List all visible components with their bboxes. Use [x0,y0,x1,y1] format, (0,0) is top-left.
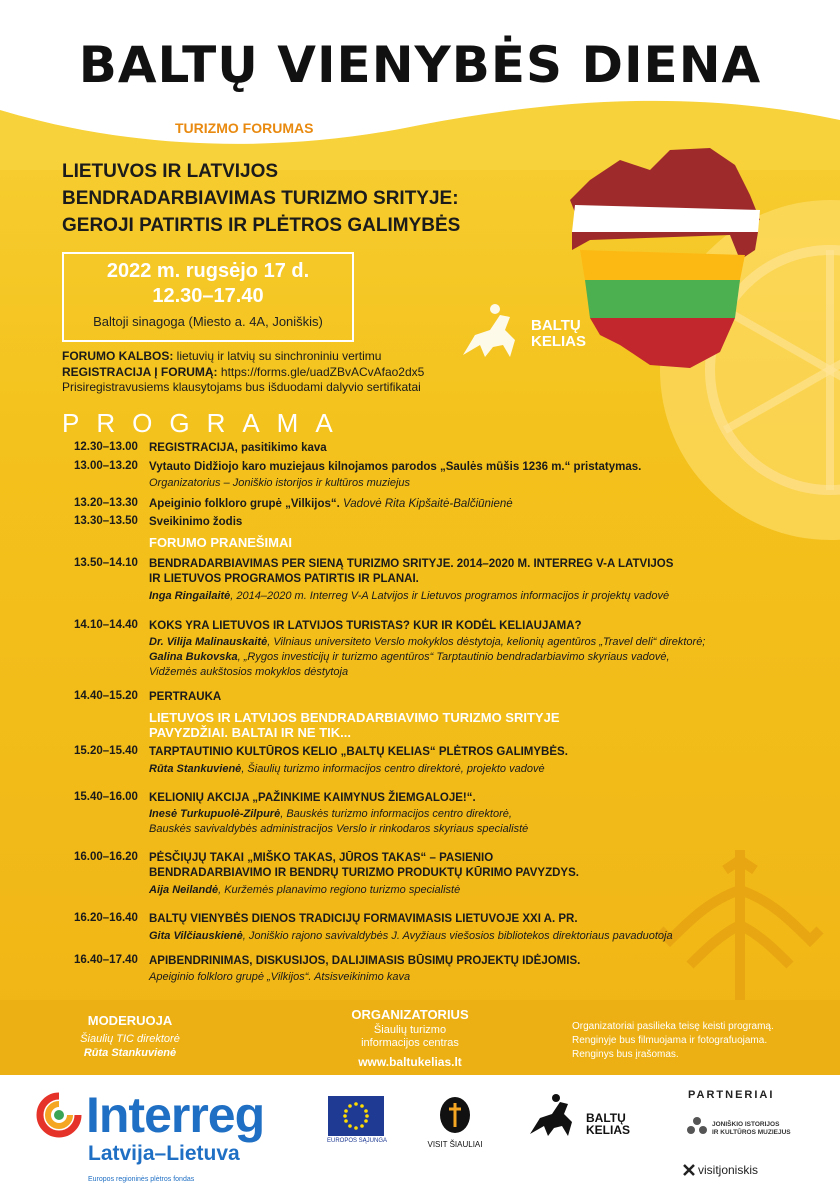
speaker-role: , Joniškio rajono savivaldybės J. Avyžiaus viešosios bibliotekos direktoriaus pavaduotoja [242,930,673,942]
partner1-line2: IR KULTŪROS MUZIEJUS [712,1129,791,1136]
visitjoniskis-cross-icon [682,1163,696,1177]
program-desc [149,635,789,680]
program-title: REGISTRACIJA, pasitikimo kava [149,442,327,454]
program-desc [149,762,789,777]
event-datebox [62,252,354,342]
speaker-name: Dr. Vilija Malinauskaitė [149,636,268,648]
registration-label: REGISTRACIJA Į FORUMĄ: [62,364,218,379]
interreg-logo-text: Interreg [86,1087,265,1143]
program-time: 12.30–13.00 [74,441,138,453]
bk-line2: KELIAS [586,1123,631,1137]
program-time: 16.20–16.40 [74,912,138,924]
heading-line1: LIETUVOS IR LATVIJOS [62,161,279,182]
footer-notes [572,1020,812,1062]
program-desc [149,883,789,898]
program-title: Vytauto Didžiojo karo muziejaus kilnojamos parodos „Saulės mūšis 1236 m.“ pristatymas. [149,461,642,473]
languages-line [62,349,482,365]
speaker-name: Gita Vilčiauskienė [149,930,243,942]
program-desc: Apeiginio folkloro grupė „Vilkijos“. Atsisveikinimo kava [149,971,411,983]
program-title: KOKS YRA LIETUVOS IR LATVIJOS TURISTAS? KUR IR KODĖL KELIAUJAMA? [149,620,582,632]
event-venue: Baltoji sinagoga (Miesto a. 4A, Joniškis) [93,314,323,329]
partner-museum [712,1121,822,1137]
registration-line [62,365,482,381]
partner-visitjoniskis: visitjoniskis [698,1163,759,1177]
map-latvia-lithuania [560,140,770,390]
program-title-text: Apeiginio folkloro grupė „Vilkijos“. [149,498,340,510]
program-title-line1: BENDRADARBIAVIMAS PER SIENĄ TURIZMO SRITYJE. 2014–2020 M. INTERREG V-A LATVIJOS [149,558,674,570]
visit-siauliai-label: VISIT ŠIAULIAI [427,1140,483,1149]
map-logo-line2: KELIAS [531,333,587,350]
baltu-kelias-logo-text [586,1112,630,1136]
program-desc: Vadovė Rita Kipšaitė-Balčiūnienė [343,498,513,510]
registration-link[interactable]: https://forms.gle/uadZBvACvAfao2dx5 [217,364,425,379]
speaker-role: , Šiaulių turizmo informacijos centro direktorė, projekto vadovė [241,763,545,775]
speaker-name: Inga Ringailaitė [149,590,231,602]
program-title-line1: PĖSČIŲJŲ TAKAI „MIŠKO TAKAS, JŪROS TAKAS“ – PASIENIO [149,852,494,864]
forum-info [62,349,482,396]
program-title-line2: BENDRADARBIAVIMO IR BENDRŲ TURIZMO PRODUKTŲ KŪRIMO PAVYZDYS. [149,867,579,879]
bk-line1: BALTŲ [586,1111,626,1125]
website-link[interactable]: www.baltukelias.lt [358,1055,462,1069]
section-forum-reports: FORUMO PRANEŠIMAI [149,535,292,550]
organizer-label: ORGANIZATORIUS [351,1007,469,1022]
program-title: APIBENDRINIMAS, DISKUSIJOS, DALIJIMASIS BŪSIMŲ PROJEKTŲ IDĖJOMIS. [149,955,581,967]
program-time: 15.40–16.00 [74,791,138,803]
heading-line2: BENDRADARBIAVIMAS TURIZMO SRITYJE: [62,188,459,209]
program-title: BALTŲ VIENYBĖS DIENOS TRADICIJŲ FORMAVIMASIS LIETUVOJE XXI A. PR. [149,913,578,925]
moderator-label: MODERUOJA [87,1013,173,1028]
certificate-note: Prisiregistravusiems klausytojams bus išduodami dalyvio sertifikatai [62,380,421,394]
partner1-line1: JONIŠKIO ISTORIJOS [712,1121,780,1128]
page-title: BALTŲ VIENYBĖS DIENA [78,36,762,94]
program-time: 13.50–14.10 [74,557,138,569]
map-logo-text [531,318,586,350]
section-line1: LIETUVOS IR LATVIJOS BENDRADARBIAVIMO TURIZMO SRITYJE [149,710,560,725]
speaker-role: Vidžemės aukštosios mokyklos dėstytoja [149,666,349,678]
program-time: 13.30–13.50 [74,515,138,527]
map-logo-line1: BALTŲ [531,317,581,334]
program-title-line2: IR LIETUVOS PROGRAMOS PATIRTIS IR PLANAI. [149,573,419,585]
speaker-role: , „Rygos investicijų ir turizmo agentūros“ Tarptautinio bendradarbiavimo skyriaus vadovė, [237,651,670,663]
heading-line3: GEROJI PATIRTIS IR PLĖTROS GALIMYBĖS [62,215,461,236]
program-time: 15.20–15.40 [74,745,138,757]
moderator-block [50,1014,210,1060]
eu-flag-icon [328,1096,384,1136]
program-desc [149,807,789,837]
program-title [149,557,769,587]
program-title [149,497,513,512]
visit-siauliai-logo-icon [437,1095,473,1135]
organizer-line2: informacijos centras [361,1037,459,1049]
program-time: 13.00–13.20 [74,460,138,472]
main-heading [62,158,582,239]
section-line2: PAVYZDŽIAI. BALTAI IR NE TIK... [149,725,351,740]
interreg-swirl-icon [36,1092,82,1138]
interreg-fund: Europos regioninės plėtros fondas [88,1176,195,1183]
program-heading: PROGRAMA [62,408,350,438]
program-time: 16.00–16.20 [74,851,138,863]
baltu-kelias-logo-icon [526,1092,584,1138]
speaker-role: , Bauskės turizmo informacijos centro direktorė, [280,808,512,820]
program-title: PERTRAUKA [149,691,222,703]
speaker-name: Galina Bukovska [149,651,238,663]
program-time: 14.40–15.20 [74,690,138,702]
interreg-region: Latvija–Lietuva [88,1142,240,1165]
program-time: 16.40–17.40 [74,954,138,966]
footer-note: Renginys bus įrašomas. [572,1049,679,1060]
program-desc [149,589,789,604]
program-title: KELIONIŲ AKCIJA „PAŽINKIME KAIMYNUS ŽIEMGALOJE!“. [149,792,476,804]
speaker-role: Bauskės savivaldybės administracijos Verslo ir rinkodaros skyriaus specialistė [149,823,529,835]
languages-value: lietuvių ir latvių su sinchroniniu vertimu [173,349,382,363]
section-examples [149,710,669,740]
footer-note: Renginyje bus filmuojama ir fotografuojama. [572,1035,768,1046]
partners-heading: PARTNERIAI [688,1089,775,1101]
languages-label: FORUMO KALBOS: [62,349,174,363]
program-time: 13.20–13.30 [74,497,138,509]
organizer-line1: Šiaulių turizmo [373,1024,447,1036]
program-desc: Organizatorius – Joniškio istorijos ir kultūros muziejus [149,477,411,489]
program-desc [149,929,789,944]
program-title [149,851,769,881]
museum-logo-icon [684,1114,710,1140]
speaker-role: , Vilniaus universiteto Verslo mokyklos dėstytoja, kelionių agentūros „Travel deli“ direktorė; [267,636,706,648]
speaker-role: , Kuržemės planavimo regiono turizmo specialistė [218,884,461,896]
speaker-name: Rūta Stankuvienė [149,763,242,775]
forum-subtitle: TURIZMO FORUMAS [175,120,314,136]
footer-note: Organizatoriai pasilieka teisę keisti programą. [572,1021,774,1032]
program-title: TARPTAUTINIO KULTŪROS KELIO „BALTŲ KELIAS“ PLĖTROS GALIMYBĖS. [149,746,568,758]
eu-label: EUROPOS SĄJUNGA [327,1138,388,1144]
speaker-name: Aija Neilandė [149,884,219,896]
program-time: 14.10–14.40 [74,619,138,631]
moderator-role: Šiaulių TIC direktorė [80,1033,180,1045]
event-time: 12.30–17.40 [152,285,264,307]
moderator-name: Rūta Stankuvienė [83,1047,177,1059]
organizer-block [310,1008,510,1069]
speaker-name: Inesė Turkupuolė-Zilpurė [149,808,281,820]
speaker-role: , 2014–2020 m. Interreg V-A Latvijos ir Lietuvos programos informacijos ir projektų vadovė [230,590,670,602]
event-date: 2022 m. rugsėjo 17 d. [106,260,310,282]
program-title: Sveikinimo žodis [149,516,243,528]
